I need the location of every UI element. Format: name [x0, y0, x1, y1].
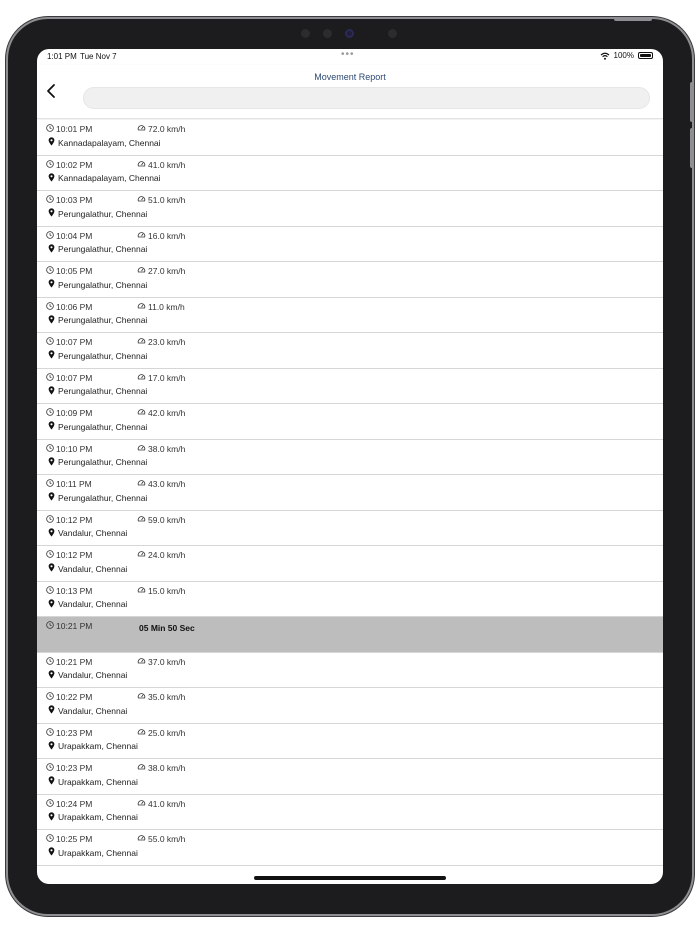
location-text: Perungalathur, Chennai [58, 244, 148, 254]
location-cell [48, 457, 147, 468]
speed-cell [137, 515, 185, 525]
speed-cell [137, 444, 185, 454]
speed-text: 41.0 km/h [148, 159, 186, 170]
speedometer-icon [137, 231, 146, 241]
movement-row[interactable] [37, 795, 663, 831]
map-pin-icon [48, 137, 55, 148]
status-date: Tue Nov 7 [80, 52, 117, 61]
clock-icon [46, 195, 54, 205]
clock-icon [46, 302, 54, 312]
clock-icon [46, 444, 54, 454]
location-cell [48, 244, 147, 255]
movement-row[interactable] [37, 688, 663, 724]
location-cell [48, 137, 161, 148]
time-text: 10:12 PM [56, 550, 93, 560]
map-pin-icon [48, 386, 55, 397]
location-text: Perungalathur, Chennai [58, 279, 148, 290]
time-text: 10:02 PM [56, 159, 93, 170]
speed-text: 16.0 km/h [148, 230, 186, 241]
speedometer-icon [137, 479, 146, 489]
status-time: 1:01 PM [47, 52, 77, 61]
time-text: 10:11 PM [56, 479, 92, 489]
time-text: 10:13 PM [56, 585, 93, 596]
speed-cell [137, 550, 185, 560]
location-text: Urapakkam, Chennai [58, 741, 138, 751]
clock-icon [46, 231, 54, 241]
speed-text: 72.0 km/h [148, 124, 186, 134]
time-cell [46, 834, 92, 844]
location-text: Vandalur, Chennai [58, 528, 128, 538]
time-text: 10:12 PM [56, 514, 93, 525]
time-cell [46, 515, 92, 525]
time-cell [46, 160, 92, 170]
speed-text: 55.0 km/h [148, 834, 186, 844]
clock-icon [46, 266, 54, 276]
speedometer-icon [137, 124, 146, 134]
location-cell [48, 492, 147, 503]
speed-text: 35.0 km/h [148, 692, 186, 702]
time-cell [46, 195, 92, 205]
time-cell [46, 763, 92, 773]
multitasking-dots-icon[interactable]: ••• [341, 49, 355, 60]
map-pin-icon [48, 670, 55, 681]
movement-row[interactable] [37, 262, 663, 298]
map-pin-icon [48, 563, 55, 574]
speed-text: 27.0 km/h [148, 266, 186, 276]
status-indicators [600, 51, 653, 60]
time-text: 10:21 PM [56, 656, 93, 667]
speedometer-icon [137, 373, 146, 383]
stop-duration: 05 Min 50 Sec [139, 623, 195, 633]
clock-icon [46, 124, 54, 134]
speed-cell [137, 231, 185, 241]
clock-icon [46, 621, 54, 631]
home-indicator[interactable] [254, 876, 446, 880]
location-text: Perungalathur, Chennai [58, 350, 148, 361]
time-cell [46, 266, 92, 276]
speed-cell [137, 302, 185, 312]
location-text: Perungalathur, Chennai [58, 208, 148, 219]
time-cell [46, 302, 92, 312]
time-cell [46, 586, 92, 596]
time-cell [46, 408, 92, 418]
location-text: Vandalur, Chennai [58, 670, 128, 680]
status-bar [37, 49, 663, 65]
time-text: 10:07 PM [56, 372, 93, 383]
map-pin-icon [48, 599, 55, 610]
location-text: Urapakkam, Chennai [58, 812, 138, 822]
speed-text: 41.0 km/h [148, 798, 186, 809]
speed-cell [137, 692, 185, 702]
time-cell [46, 799, 92, 809]
time-text: 10:05 PM [56, 266, 93, 276]
speedometer-icon [137, 799, 146, 809]
speed-text: 38.0 km/h [148, 763, 186, 773]
page-title: Movement Report [314, 72, 386, 82]
time-text: 10:04 PM [56, 230, 93, 241]
speedometer-icon [137, 550, 146, 560]
speedometer-icon [137, 728, 146, 738]
speed-cell [137, 728, 185, 738]
clock-icon [46, 515, 54, 525]
time-text: 10:24 PM [56, 798, 93, 809]
movement-row[interactable] [37, 191, 663, 227]
speedometer-icon [137, 195, 146, 205]
location-cell [48, 279, 147, 290]
time-cell [46, 231, 92, 241]
location-text: Kannadapalayam, Chennai [58, 137, 161, 148]
map-pin-icon [48, 244, 55, 255]
speed-cell [137, 479, 185, 489]
speedometer-icon [137, 337, 146, 347]
movement-row[interactable] [37, 475, 663, 511]
movement-row[interactable] [37, 830, 663, 866]
movement-row[interactable] [37, 546, 663, 582]
speedometer-icon [137, 834, 146, 844]
location-text: Kannadapalayam, Chennai [58, 173, 161, 183]
time-text: 10:01 PM [56, 124, 93, 134]
speed-cell [137, 266, 185, 276]
wifi-icon [600, 52, 610, 60]
movement-row[interactable] [37, 440, 663, 476]
speed-text: 42.0 km/h [148, 408, 186, 418]
map-pin-icon [48, 457, 55, 468]
front-camera [345, 29, 354, 38]
speed-cell [137, 586, 185, 596]
map-pin-icon [48, 492, 55, 503]
time-cell [46, 444, 92, 454]
speed-text: 51.0 km/h [148, 195, 186, 205]
movement-row[interactable] [37, 369, 663, 405]
clock-icon [46, 728, 54, 738]
speedometer-icon [137, 266, 146, 276]
map-pin-icon [48, 279, 55, 290]
time-text: 10:07 PM [56, 337, 93, 347]
speed-text: 25.0 km/h [148, 727, 186, 738]
clock-icon [46, 550, 54, 560]
speed-cell [137, 799, 185, 809]
speed-cell [137, 408, 185, 418]
movement-row[interactable] [37, 156, 663, 192]
location-text: Perungalathur, Chennai [58, 457, 148, 467]
location-text: Perungalathur, Chennai [58, 386, 148, 396]
sensor-dot [388, 29, 397, 38]
device-top-button [614, 17, 652, 21]
location-cell [48, 386, 147, 397]
speedometer-icon [137, 302, 146, 312]
speed-cell [137, 337, 185, 347]
time-text: 10:23 PM [56, 727, 93, 738]
location-cell [48, 812, 138, 823]
device-volume-down [690, 128, 694, 168]
location-text: Vandalur, Chennai [58, 599, 128, 609]
location-cell [48, 208, 147, 219]
back-button[interactable] [43, 81, 59, 101]
time-text: 10:23 PM [56, 763, 93, 773]
movement-row[interactable] [37, 298, 663, 334]
time-cell [46, 337, 92, 347]
map-pin-icon [48, 528, 55, 539]
time-text: 10:25 PM [56, 834, 93, 844]
movement-row[interactable] [37, 404, 663, 440]
location-cell [48, 847, 138, 858]
speed-text: 15.0 km/h [148, 585, 186, 596]
search-input[interactable] [83, 87, 650, 109]
location-text: Perungalathur, Chennai [58, 421, 148, 432]
time-text: 10:06 PM [56, 301, 93, 312]
movement-list[interactable] [37, 120, 663, 884]
speedometer-icon [137, 408, 146, 418]
movement-row[interactable] [37, 511, 663, 547]
map-pin-icon [48, 776, 55, 787]
time-text: 10:21 PM [56, 621, 93, 631]
location-text: Perungalathur, Chennai [58, 492, 148, 503]
clock-icon [46, 408, 54, 418]
time-cell [46, 124, 92, 134]
time-text: 10:10 PM [56, 443, 93, 454]
location-cell [48, 776, 138, 787]
speed-text: 23.0 km/h [148, 337, 186, 347]
clock-icon [46, 692, 54, 702]
speedometer-icon [137, 515, 146, 525]
speed-cell [137, 124, 185, 134]
speedometer-icon [137, 160, 146, 170]
clock-icon [46, 657, 54, 667]
battery-icon [638, 52, 653, 59]
clock-icon [46, 799, 54, 809]
nav-header [37, 65, 663, 119]
movement-row[interactable] [37, 227, 663, 263]
clock-icon [46, 586, 54, 596]
speed-text: 24.0 km/h [148, 550, 186, 560]
speed-cell [137, 763, 185, 773]
clock-icon [46, 373, 54, 383]
speedometer-icon [137, 763, 146, 773]
movement-row[interactable] [37, 759, 663, 795]
time-text: 10:09 PM [56, 408, 93, 418]
map-pin-icon [48, 812, 55, 823]
speed-text: 43.0 km/h [148, 479, 186, 489]
time-cell [46, 621, 92, 631]
location-cell [48, 528, 127, 539]
movement-row[interactable] [37, 653, 663, 689]
location-cell [48, 741, 138, 752]
speed-cell [137, 834, 185, 844]
map-pin-icon [48, 173, 55, 184]
clock-icon [46, 834, 54, 844]
location-cell [48, 670, 127, 681]
speedometer-icon [137, 657, 146, 667]
time-cell [46, 692, 92, 702]
map-pin-icon [48, 315, 55, 326]
movement-row[interactable] [37, 582, 663, 618]
map-pin-icon [48, 350, 55, 361]
map-pin-icon [48, 208, 55, 219]
clock-icon [46, 763, 54, 773]
speed-cell [137, 373, 185, 383]
map-pin-icon [48, 421, 55, 432]
clock-icon [46, 479, 54, 489]
time-text: 10:03 PM [56, 195, 93, 205]
location-cell [48, 315, 147, 326]
location-text: Urapakkam, Chennai [58, 776, 138, 787]
movement-row[interactable] [37, 724, 663, 760]
movement-row[interactable] [37, 333, 663, 369]
speedometer-icon [137, 444, 146, 454]
time-cell [46, 479, 92, 489]
time-cell [46, 373, 92, 383]
clock-icon [46, 160, 54, 170]
speed-text: 37.0 km/h [148, 656, 186, 667]
speedometer-icon [137, 692, 146, 702]
device-volume-up [690, 82, 694, 122]
speed-cell [137, 657, 185, 667]
map-pin-icon [48, 741, 55, 752]
time-cell [46, 728, 92, 738]
map-pin-icon [48, 705, 55, 716]
location-text: Vandalur, Chennai [58, 563, 128, 574]
speed-cell [137, 195, 185, 205]
sensor-dot [323, 29, 332, 38]
speed-text: 17.0 km/h [148, 372, 186, 383]
location-cell [48, 705, 127, 716]
map-pin-icon [48, 847, 55, 858]
speed-text: 11.0 km/h [148, 301, 185, 312]
time-cell [46, 657, 92, 667]
location-text: Perungalathur, Chennai [58, 315, 148, 325]
speed-text: 38.0 km/h [148, 443, 186, 454]
location-cell [48, 563, 127, 574]
movement-row[interactable] [37, 120, 663, 156]
speed-cell [137, 160, 185, 170]
location-cell [48, 421, 147, 432]
stop-row[interactable] [37, 617, 663, 653]
app-screen [37, 49, 663, 884]
speed-text: 59.0 km/h [148, 514, 186, 525]
location-cell [48, 350, 147, 361]
battery-percent: 100% [613, 51, 634, 60]
time-cell [46, 550, 92, 560]
location-text: Urapakkam, Chennai [58, 847, 138, 858]
location-cell [48, 599, 127, 610]
clock-icon [46, 337, 54, 347]
speedometer-icon [137, 586, 146, 596]
location-text: Vandalur, Chennai [58, 705, 128, 716]
location-cell [48, 173, 161, 184]
sensor-dot [301, 29, 310, 38]
time-text: 10:22 PM [56, 692, 93, 702]
